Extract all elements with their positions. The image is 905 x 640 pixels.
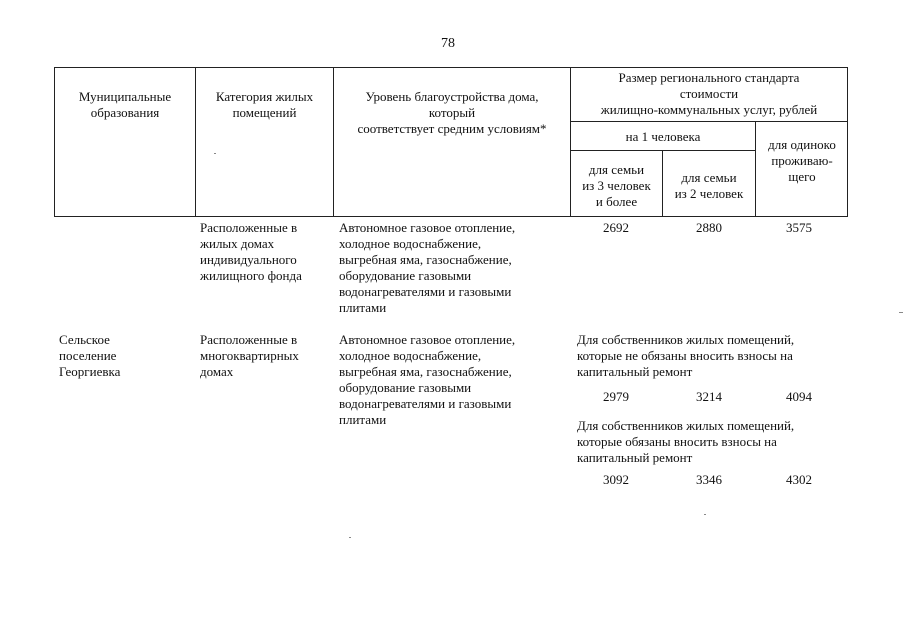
header-category: Категория жилых помещений: [215, 89, 314, 120]
row2b-value-family2: 3346: [696, 472, 722, 487]
row2a-value-family2: 3214: [696, 389, 722, 404]
row2a-value-family3: 2979: [603, 389, 629, 404]
header-level: Уровень благоустройства дома, который соответствует средним условиям*: [357, 89, 547, 136]
header-divider: [333, 67, 334, 217]
header-divider: [570, 67, 571, 217]
row2-note-a: Для собственников жилых помещений, которые не обязаны вносить взносы на капитальный ремонт: [577, 332, 795, 379]
row2-municipality: Сельское поселение Георгиевка: [59, 332, 121, 379]
scan-speck: [899, 312, 903, 313]
scan-speck: [704, 514, 706, 515]
header-per-person: на 1 человека: [625, 129, 701, 144]
row1-value-family2: 2880: [696, 220, 722, 235]
row2b-value-family3: 3092: [603, 472, 629, 487]
header-divider: [570, 121, 848, 122]
header-divider: [195, 67, 196, 217]
header-family3: для семьи из 3 человек и более: [582, 162, 651, 209]
header-standard: Размер регионального стандарта стоимости жилищно-коммунальных услуг, рублей: [600, 70, 818, 117]
row2b-value-single: 4302: [786, 472, 812, 487]
row2-level: Автономное газовое отопление, холодное водоснабжение, выгребная яма, газоснабжение, оборудование газовыми водонагревателями и газовыми плитами: [339, 332, 516, 427]
header-divider: [755, 121, 756, 217]
header-family2: для семьи из 2 человек: [674, 170, 744, 201]
row1-value-single: 3575: [786, 220, 812, 235]
header-divider: [662, 150, 663, 217]
scan-speck: [214, 153, 216, 154]
row1-level: Автономное газовое отопление, холодное водоснабжение, выгребная яма, газоснабжение, оборудование газовыми водонагревателями и газовыми плитами: [339, 220, 516, 315]
row2-note-b: Для собственников жилых помещений, которые обязаны вносить взносы на капитальный ремонт: [577, 418, 795, 465]
page-number: 78: [441, 36, 455, 51]
row2-category: Расположенные в многоквартирных домах: [200, 332, 299, 379]
header-municipality: Муниципальные образования: [78, 89, 172, 120]
row2a-value-single: 4094: [786, 389, 812, 404]
row1-value-family3: 2692: [603, 220, 629, 235]
header-single: для одиноко проживаю- щего: [768, 137, 836, 184]
row1-category: Расположенные в жилых домах индивидуального жилищного фонда: [200, 220, 302, 283]
scan-speck: [349, 537, 351, 538]
